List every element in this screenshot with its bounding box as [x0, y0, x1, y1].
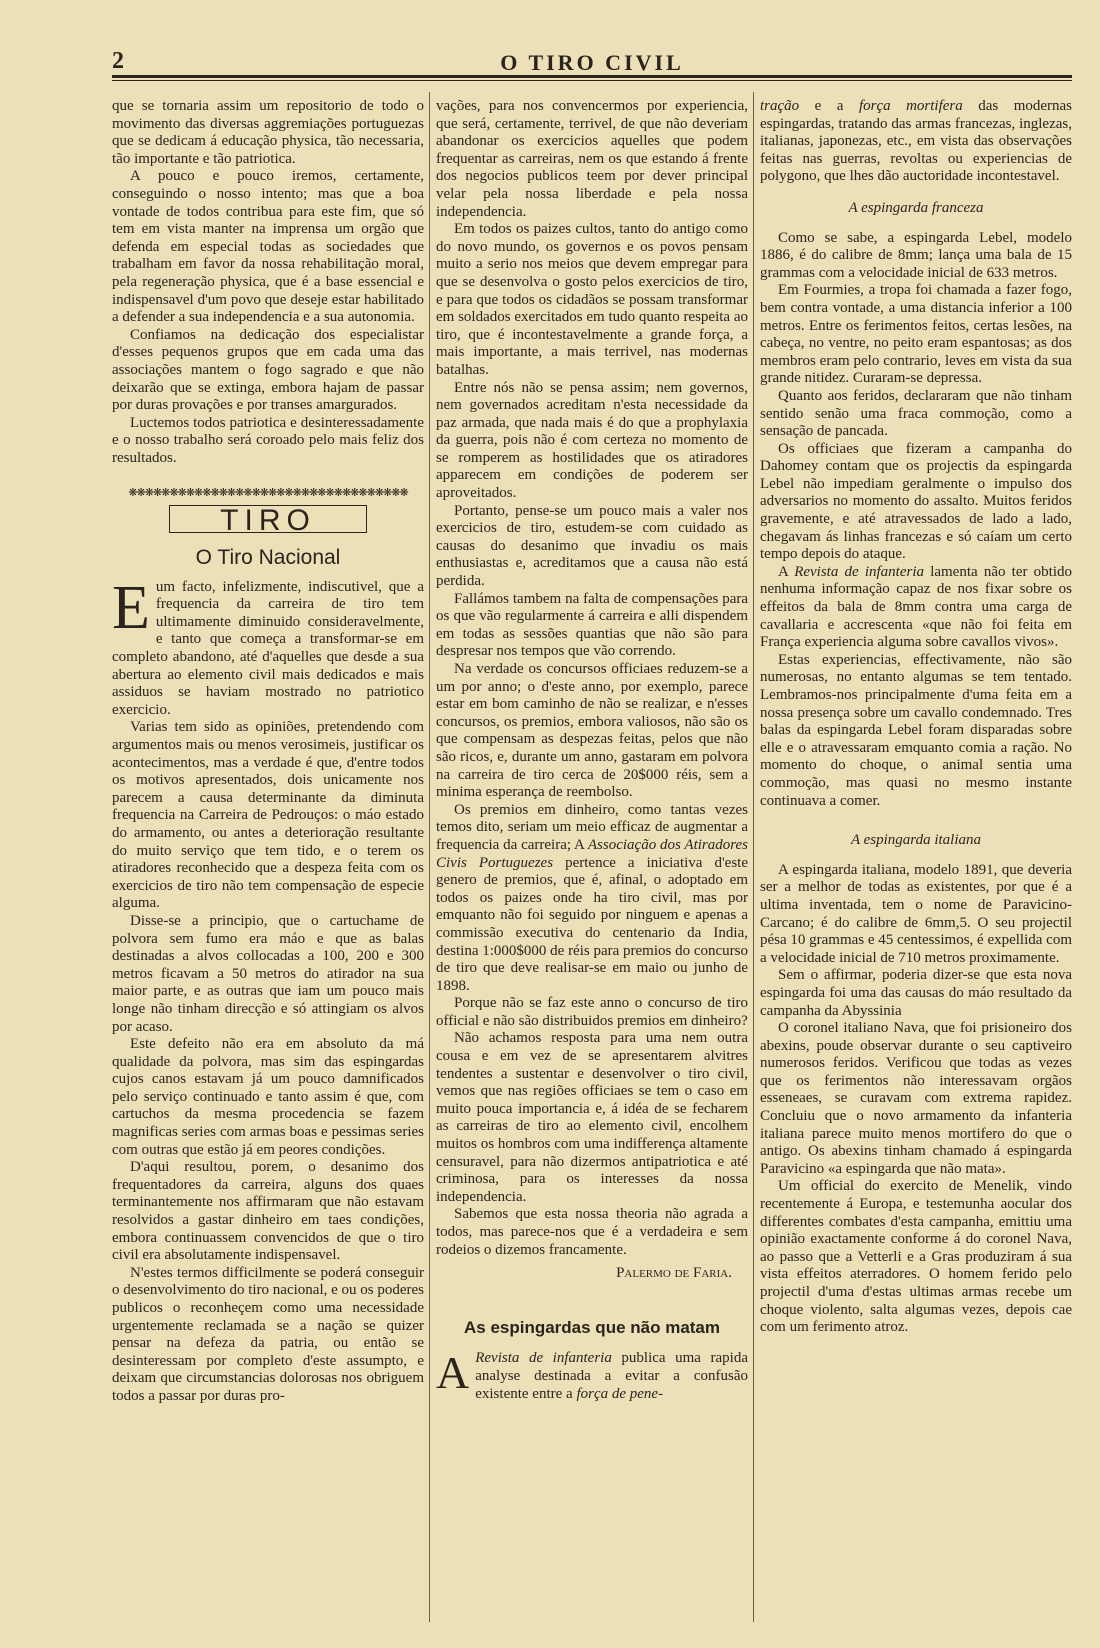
paragraph-text: publica uma rapida analyse destinada a evitar a confusão existente entre a [475, 1350, 748, 1402]
paragraph: Como se sabe, a espingarda Lebel, modelo 1886, é do calibre de 8mm; lança uma bala de 15 grammas com a velocidade inicial de 633 metros. [760, 229, 1072, 281]
paragraph: Portanto, pense-se um pouco mais a valer nos exercicios de tiro, estudem-se com cuidado as causas do desanimo que invadiu os mais enthusiastas e, acreditamos que a causa não está perdida. [436, 502, 748, 590]
paragraph: Sabemos que esta nossa theoria não agrada a todos, mas parece-nos que é a verdadeira e sem rodeios o dizemos francamente. [436, 1206, 748, 1258]
paragraph: Não achamos resposta para uma nem outra cousa e em vez de se apresentarem alvitres tendentes a sustentar e desenvolver o tiro civil, vemos que nas regiões officiaes se tem o caso em muito pouca importancia e, á idéa de se fecharem as carreiras de tiro ao elemento civil, encolhem muitos os hombros com uma indifferença altamente censuravel, para não dizermos antipatriotica e até criminosa, para os interesses da nossa independencia. [436, 1030, 748, 1205]
paragraph: Varias tem sido as opiniões, pretendendo com argumentos mais ou menos verosimeis, justificar os acontecimentos, mas a verdade é que, d'entre todos os motivos apresentados, dois unicamente nos parecem a causa determinante da diminuta frequencia na Carreira de Pedrouços: o máo estado do armamento, ou antes a deterioração resultante do muito serviço que tem tido, e o terem os atiradores reconhecido que a despeza feita com os exercicios de tiro não tem compensação de especie alguma. [112, 719, 424, 912]
paragraph-text: lamenta não ter obtido nenhuma informação capaz de nos fixar sobre os effeitos da bala de 8mm contra uma carga de cavallaria e accrescenta «que não foi feita em França experiencia alguma sobre cavallos vivos». [760, 563, 1072, 651]
paragraph: Em todos os paizes cultos, tanto do antigo como do novo mundo, os governos e os povos pensam muito a serio nos meios que devem empregar para que se desenvolva o gosto pelos exercicios de tiro, e para que todos os cidadãos se possam transformar em soldados exercitados em tudo quanto respeita ao tiro, que é incontestavelmente a grande força, a mais importante, a mais terrivel, nas modernas batalhas. [436, 221, 748, 378]
ornament-divider: ❋❋❋❋❋❋❋❋❋❋❋❋❋❋❋❋❋❋❋❋❋❋❋❋❋❋❋❋❋❋❋❋❋❋ [128, 487, 408, 500]
paragraph: Disse-se a principio, que o cartuchame de polvora sem fumo era máo e que as balas destinadas a alvos collocadas a 100, 200 e 300 metros ficavam a 50 metros do atirador na sua maior parte, e as outras que iam um pouco mais longe não tinham direcção e só attingiam os alvos por acaso. [112, 912, 424, 1035]
paragraph: Fallámos tambem na falta de compensações para os que vão regularmente á carreira e alli dispendem em todas as sessões quantias que não são para despresar nos tempos que vão correndo. [436, 590, 748, 660]
paragraph-text: Os premios em dinheiro, como tantas vezes temos dito, seriam um meio efficaz de augmentar a frequencia da carreira; A [436, 801, 748, 853]
italic-text: força mortifera [858, 98, 963, 114]
subsection-title: A espingarda franceza [848, 199, 984, 216]
paragraph [436, 802, 748, 996]
paragraph: Na verdade os concursos officiaes reduzem-se a um por anno; o d'este anno, por exemplo, parece estar em bom caminho de não se realizar, e n'esses concursos, os premios, embora valiosos, não são os que compensam as despezas feitas, pelos que não são ricos, e, durante um anno, gastaram em polvora na carreira de tiro cerca de 20$000 réis, sem a minima esperança de reembolso. [436, 661, 748, 801]
article-title: As espingardas que não matam [463, 1317, 721, 1337]
article-title: O Tiro Nacional [195, 546, 341, 570]
paragraph-text: A [778, 563, 789, 580]
paragraph: A pouco e pouco iremos, certamente, conseguindo o nosso intento; mas que a boa vontade de todos contribua para este fim, que só tem em vista manter na imprensa um orgão que defenda em especial todas as sociedades que trabalham em favor da nossa rehabilitação moral, pela regeneração physica, que é a base essencial e indispensavel d'um povo que deseje estar habilitado a defender a sua independencia e a sua autonomia. [112, 168, 424, 326]
paragraph: Os officiaes que fizeram a campanha do Dahomey contam que os projectis da espingarda Lebel não impediam geralmente o impulso dos adversarios no momento do assalto. Muitos feridos gravemente, e até atravessados de lado a lado, chegavam ás linhas francezas e só caíam um certo tempo depois do ataque. [760, 440, 1072, 563]
paragraph: Confiamos na dedicação dos especialistar d'esses pequenos grupos que em cada uma das associações mantem o fogo sagrado e que não deixarão que se extinga, embora hajam de passar por duras provações e por transes amargurados. [112, 326, 424, 414]
column-3 [760, 98, 1072, 1337]
paragraph-text: pertence a iniciativa d'este genero de premios, que é, afinal, o adoptado em todos os paizes onde ha tiro civil, mas por emquanto não foi seguido por ninguem e apenas a commissão executiva do centenario da India, destina 1:000$000 de réis para premios do concurso de tiro que deve realisar-se em maio ou junho de 1898. [436, 854, 749, 994]
paragraph [112, 573, 424, 720]
signature: Palermo de Faria. [616, 1265, 732, 1282]
drop-cap: A [436, 1347, 470, 1399]
subsection-title: A espingarda italiana [850, 832, 981, 849]
column-2 [436, 98, 748, 1403]
italic-text: tração [760, 98, 800, 114]
paragraph: Um official do exercito de Menelik, vindo recentemente á Europa, e testemunha aocular dos differentes combates d'esta campanha, emittiu uma opinião exactamente conforme á do coronel Nava, ao passo que a Vetterli e a Gras produziram á sua vista effeitos aterradores. O homem ferido pelo projectil d'uma d'estas ultimas armas recebe um choque violento, salta algumas vezes, depois cae com um ferimento atroz. [760, 1178, 1072, 1336]
section-heading: TIRO [169, 505, 367, 533]
paragraph: Sem o affirmar, poderia dizer-se que esta nova espingarda foi uma das causas do máo resultado da campanha da Abyssinia [760, 967, 1072, 1019]
italic-text: Revista de infanteria [475, 1350, 612, 1367]
paragraph-text: um facto, infelizmente, indiscutivel, que a frequencia da carreira de tiro tem ultimamente diminuido consideravelmente, e tanto que começa a transformar-se em completo abandono, até d'aquelles que desde a sua abertura ao elemento civil mais dedicados e mais assiduos se haviam mostrado no patriotico exercicio. [112, 578, 424, 718]
paragraph: A espingarda italiana, modelo 1891, que deveria ser a melhor de todas as existentes, por que é a ultima inventada, tem o nome de Paravicino-Carcano; é do calibre de 6mm,5. O seu projectil pésa 10 grammas e 45 centessimos, é expellida com a velocidade inicial de 710 metros proximamente. [760, 861, 1072, 966]
paragraph [436, 1347, 748, 1403]
paragraph: Luctemos todos patriotica e desinteressadamente e o nosso trabalho será coroado pelo mais feliz dos resultados. [112, 414, 424, 466]
page-header [112, 48, 1072, 78]
paragraph: vações, para nos convencermos por experiencia, que será, certamente, terrivel, de que não deveriam abandonar os exercicios aquelles que podem frequentar as carreiras, nem os que estando á frente dos negocios publicos teem por dever principal velar pela nossa liberdade e pela nossa independencia. [436, 98, 748, 220]
paragraph: N'estes termos difficilmente se poderá conseguir o desenvolvimento do tiro nacional, e ou os poderes publicos o reconheçem como uma necessidade urgentemente reclamada se a nação se quizer pensar na defeza da patria, ou então se desinteressam por completo d'este assumpto, e deixam que circumstancias dolorosas nos obriguem todos a passar por duras pro- [112, 1264, 425, 1404]
paragraph: Estas experiencias, effectivamente, não são numerosas, no entanto algumas se tem tentado. Lembramos-nos principalmente d'uma feita em a nossa presença sobre um cavallo condemnado. Tres balas da espingarda Lebel foram disparadas sobre elle e o atravessaram emquanto comia a ração. No momento do choque, o animal sentia uma commoção, mas quasi no mesmo instante continuava a comer. [760, 651, 1072, 809]
column-divider [429, 92, 430, 1622]
paragraph: Entre nós não se pensa assim; nem governos, nem governados acreditam n'esta necessidade da paz armada, que nada mais é do que a prophylaxia da guerra, pois não é com certeza no momento de se romperem as hostilidades que os atiradores apparecem em condições de poderem ser aproveitados. [436, 379, 748, 502]
paragraph: Porque não se faz este anno o concurso de tiro official e não são distribuidos premios em dinheiro? [436, 995, 748, 1029]
paragraph: O coronel italiano Nava, que foi prisioneiro dos abexins, poude observar durante o seu captiveiro numerosos feridos. Verificou que todas as vezes que os ferimentos não interessavam orgãos esseneaes, se curavam com extrema rapidez. Concluiu que o novo armamento da infanteria italiana parece muito menos mortifero do que o antigo. Os abexins tinham chamado á espingarda Paravicino «a espingarda que não mata». [760, 1020, 1072, 1177]
paragraph: D'aqui resultou, porem, o desanimo dos frequentadores da carreira, alguns dos quaes terminantemente nos affirmaram que não estavam resolvidos a gastar dinheiro em taes condições, embora continuassem convencidos de que o tiro civil era absolutamente indispensavel. [112, 1159, 424, 1264]
italic-text: Associação dos Atiradores Civis Portuguezes [436, 836, 749, 871]
column-divider [753, 92, 754, 1622]
italic-text: Revista de infanteria [794, 563, 925, 580]
newspaper-title: O TIRO CIVIL [500, 50, 684, 75]
paragraph: Este defeito não era em absoluto da má qualidade da polvora, mas sim das espingardas cujos canos estavam já um pouco damnificados pelo serviço continuado e tanto assim é que, com cartuchos da mesma procedencia se fazem magnificas series com armas boas e pessimas series com outras que estão já em peores condições. [112, 1036, 424, 1158]
column-1 [112, 98, 424, 1406]
header-rule [112, 75, 1072, 78]
drop-cap: E [112, 573, 150, 642]
paragraph [760, 98, 1072, 186]
italic-text: força de pene- [576, 1385, 664, 1402]
paragraph: que se tornaria assim um repositorio de todo o movimento das diversas aggremiações portuguezas que se dedicam á educação physica, tão necessaria, tão importante e tão patriotica. [112, 98, 424, 167]
paragraph [760, 564, 1072, 652]
page-number: 2 [112, 48, 124, 74]
paragraph-text: das modernas espingardas, tratando das armas francezas, inglezas, italianas, japonezas, etc., em vista das observações feitas nas guerras, revoltas ou experiencias de polygono, que lhes dão auctoridade incontestavel. [760, 98, 1073, 185]
paragraph: Em Fourmies, a tropa foi chamada a fazer fogo, bem contra vontade, a uma distancia inferior a 100 metros. Entre os ferimentos feitos, certas lesões, na cabeça, no ventre, no peito eram espantosas; as dos membros eram pelo contrario, leves em vista da sua grande nitidez. Curaram-se depressa. [760, 282, 1072, 387]
paragraph-text: e a [814, 98, 844, 114]
paragraph: Quanto aos feridos, declararam que não tinham sentido senão uma fraca commoção, como a sensação de pancada. [760, 387, 1072, 440]
header-rule-thin [112, 80, 1072, 81]
